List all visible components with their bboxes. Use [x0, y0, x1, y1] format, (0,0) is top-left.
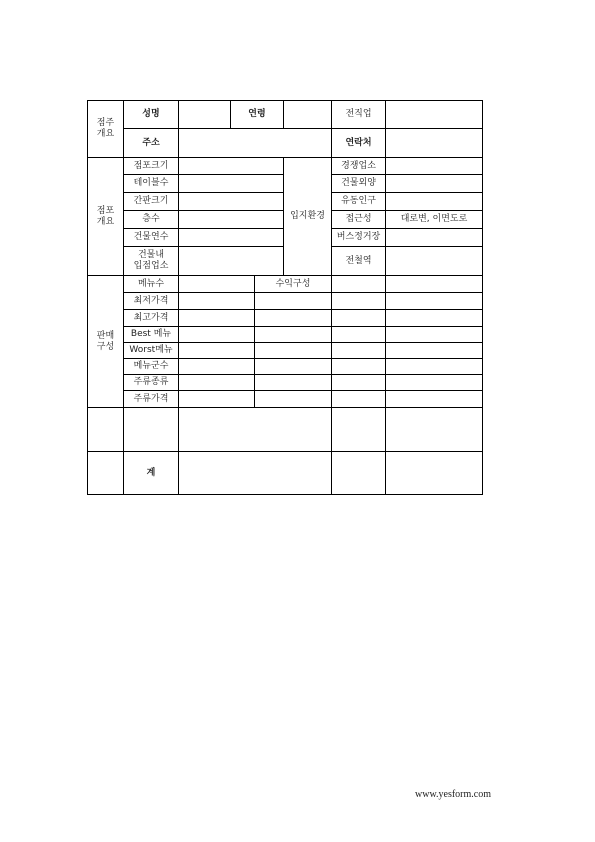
total-row-cell[interactable] [87, 451, 124, 495]
owner-name-label: 성명 [123, 100, 179, 129]
sales-extra-cell[interactable] [331, 275, 386, 293]
total-value[interactable] [178, 451, 332, 495]
liquor-type-label: 주류종류 [123, 374, 179, 391]
sales-extra-cell[interactable] [385, 358, 483, 375]
store-size-value[interactable] [178, 157, 284, 175]
liquor-price-value[interactable] [178, 390, 255, 408]
building-exterior-value[interactable] [385, 174, 483, 193]
blank-row-cell[interactable] [385, 407, 483, 452]
competitors-value[interactable] [385, 157, 483, 175]
menu-count-value[interactable] [178, 275, 255, 293]
subway-label: 전철역 [331, 246, 386, 276]
sales-extra-cell[interactable] [385, 326, 483, 343]
table-count-value[interactable] [178, 174, 284, 193]
owner-contact-label: 연락처 [331, 128, 386, 158]
sales-extra-cell[interactable] [331, 326, 386, 343]
sales-extra-cell[interactable] [331, 292, 386, 310]
accessibility-label: 접근성 [331, 210, 386, 229]
competitors-label: 경쟁업소 [331, 157, 386, 175]
store-size-label: 점포크기 [123, 157, 179, 175]
sales-extra-cell[interactable] [331, 358, 386, 375]
sales-extra-cell[interactable] [385, 342, 483, 359]
footer-url: www.yesform.com [415, 789, 492, 800]
best-menu-label: Best 메뉴 [123, 326, 179, 343]
revenue-cell[interactable] [254, 342, 332, 359]
best-menu-value[interactable] [178, 326, 255, 343]
min-price-value[interactable] [178, 292, 255, 310]
sign-size-value[interactable] [178, 192, 284, 211]
min-price-label: 최저가격 [123, 292, 179, 310]
blank-row-cell[interactable] [123, 407, 179, 452]
sales-extra-cell[interactable] [331, 342, 386, 359]
table-count-label: 테이블수 [123, 174, 179, 193]
revenue-structure-label: 수익구성 [254, 275, 332, 293]
location-environment-label: 입지환경 [283, 157, 332, 276]
subway-value[interactable] [385, 246, 483, 276]
sales-extra-cell[interactable] [385, 292, 483, 310]
sales-extra-cell[interactable] [331, 374, 386, 391]
menu-group-count-label: 메뉴군수 [123, 358, 179, 375]
owner-age-value[interactable] [283, 100, 332, 129]
foot-traffic-value[interactable] [385, 192, 483, 211]
tenant-shops-label: 건물내 입점업소 [123, 246, 179, 276]
worst-menu-value[interactable] [178, 342, 255, 359]
sales-extra-cell[interactable] [331, 309, 386, 327]
store-section-label: 점포 개요 [87, 157, 124, 276]
floor-value[interactable] [178, 210, 284, 229]
building-exterior-label: 건물외양 [331, 174, 386, 193]
bus-stop-value[interactable] [385, 228, 483, 247]
menu-group-count-value[interactable] [178, 358, 255, 375]
building-age-value[interactable] [178, 228, 284, 247]
total-row-cell[interactable] [385, 451, 483, 495]
owner-section-label: 점주 개요 [87, 100, 124, 158]
sales-extra-cell[interactable] [331, 390, 386, 408]
revenue-cell[interactable] [254, 326, 332, 343]
sales-extra-cell[interactable] [385, 390, 483, 408]
total-label: 계 [123, 451, 179, 495]
blank-row-cell[interactable] [331, 407, 386, 452]
sales-extra-cell[interactable] [385, 309, 483, 327]
liquor-type-value[interactable] [178, 374, 255, 391]
revenue-cell[interactable] [254, 358, 332, 375]
menu-count-label: 메뉴수 [123, 275, 179, 293]
sales-section-label: 판매 구성 [87, 275, 124, 408]
owner-age-label: 연령 [230, 100, 284, 129]
revenue-cell[interactable] [254, 292, 332, 310]
bus-stop-label: 버스정거장 [331, 228, 386, 247]
owner-contact-value[interactable] [385, 128, 483, 158]
revenue-cell[interactable] [254, 390, 332, 408]
total-row-cell[interactable] [331, 451, 386, 495]
max-price-value[interactable] [178, 309, 255, 327]
sign-size-label: 간판크기 [123, 192, 179, 211]
blank-row-cell[interactable] [87, 407, 124, 452]
sales-extra-cell[interactable] [385, 374, 483, 391]
building-age-label: 건물연수 [123, 228, 179, 247]
floor-label: 층수 [123, 210, 179, 229]
liquor-price-label: 주류가격 [123, 390, 179, 408]
worst-menu-label: Worst메뉴 [123, 342, 179, 359]
sales-extra-cell[interactable] [385, 275, 483, 293]
tenant-shops-value[interactable] [178, 246, 284, 276]
owner-address-label: 주소 [123, 128, 179, 158]
blank-row-cell[interactable] [178, 407, 332, 452]
accessibility-value[interactable]: 대로변, 이면도로 [385, 210, 483, 229]
revenue-cell[interactable] [254, 309, 332, 327]
owner-address-value[interactable] [178, 128, 332, 158]
max-price-label: 최고가격 [123, 309, 179, 327]
owner-prev-job-value[interactable] [385, 100, 483, 129]
owner-name-value[interactable] [178, 100, 231, 129]
foot-traffic-label: 유동인구 [331, 192, 386, 211]
owner-prev-job-label: 전직업 [331, 100, 386, 129]
revenue-cell[interactable] [254, 374, 332, 391]
